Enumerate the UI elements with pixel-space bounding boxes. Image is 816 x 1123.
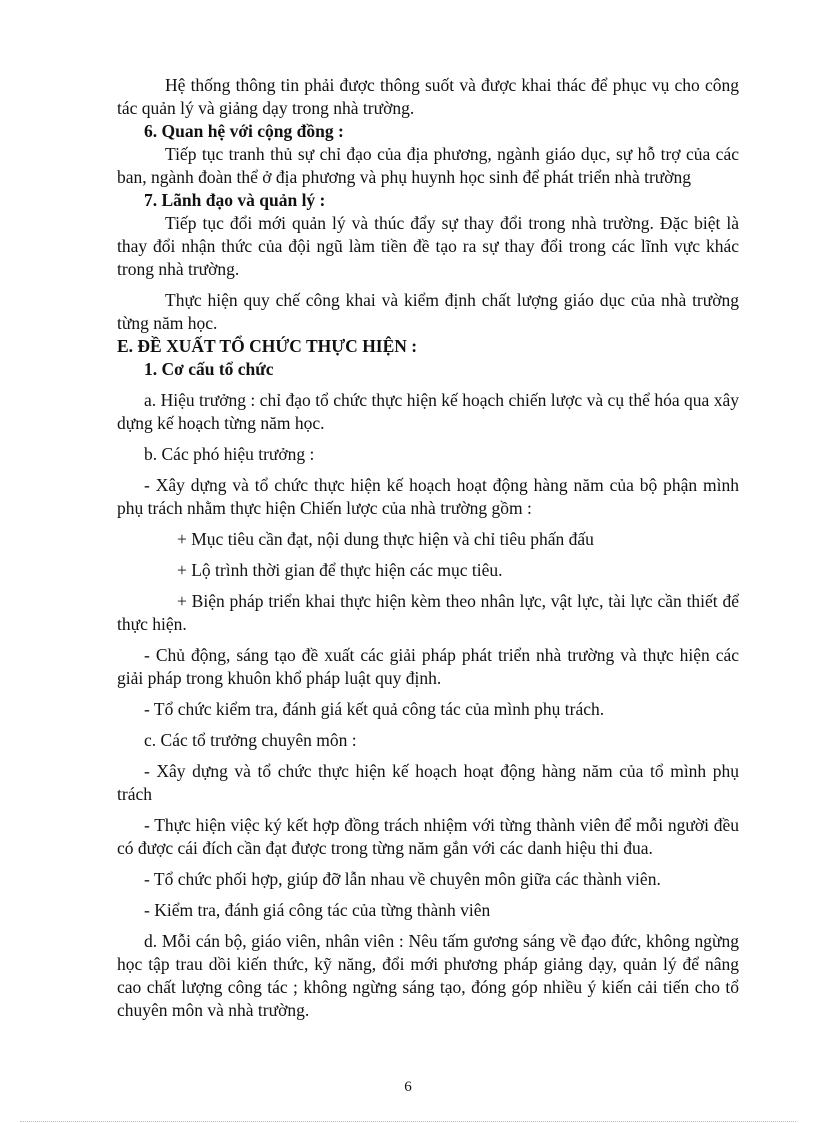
item-vice-plan-measures: + Biện pháp triển khai thực hiện kèm theo nhân lực, vật lực, tài lực cần thiết để thực hiện.: [117, 591, 739, 634]
paragraph-info-system: Hệ thống thông tin phải được thông suốt và được khai thác để phục vụ cho công tác quản lý và giảng dạy trong nhà trường.: [117, 75, 739, 118]
paragraph-leadership-1: Tiếp tục đổi mới quản lý và thúc đẩy sự thay đổi trong nhà trường. Đặc biệt là thay đổi nhận thức của đội ngũ làm tiền đề tạo ra sự thay đổi trong các lĩnh vực khác trong nhà trường.: [117, 213, 739, 279]
page-number: 6: [404, 1079, 412, 1095]
item-vice-plan-timeline: + Lộ trình thời gian để thực hiện các mục tiêu.: [177, 560, 503, 580]
item-vice-plan-goals: + Mục tiêu cần đạt, nội dung thực hiện và chỉ tiêu phấn đấu: [177, 529, 594, 549]
footer-divider: [20, 1121, 796, 1122]
item-vice-initiative: - Chủ động, sáng tạo đề xuất các giải pháp phát triển nhà trường và thực hiện các giải pháp trong khuôn khổ pháp luật quy định.: [117, 645, 739, 688]
item-principal: a. Hiệu trưởng : chỉ đạo tổ chức thực hiện kế hoạch chiến lược và cụ thể hóa qua xây dựng kế hoạch từng năm học.: [117, 390, 739, 433]
heading-organization: 1. Cơ cấu tổ chức: [144, 359, 274, 379]
item-vice-plan: - Xây dựng và tổ chức thực hiện kế hoạch hoạt động hàng năm của bộ phận mình phụ trách nhằm thực hiện Chiến lược của nhà trường gồm :: [117, 475, 739, 518]
heading-leadership: 7. Lãnh đạo và quản lý :: [144, 190, 326, 210]
heading-community-relations: 6. Quan hệ với cộng đồng :: [144, 121, 344, 141]
item-team-plan: - Xây dựng và tổ chức thực hiện kế hoạch hoạt động hàng năm của tổ mình phụ trách: [117, 761, 739, 804]
paragraph-leadership-2: Thực hiện quy chế công khai và kiểm định chất lượng giáo dục của nhà trường từng năm học.: [117, 290, 739, 333]
item-team-inspection: - Kiểm tra, đánh giá công tác của từng thành viên: [144, 900, 491, 920]
item-team-contract: - Thực hiện việc ký kết hợp đồng trách nhiệm với từng thành viên để mỗi người đều có được cái đích cần đạt được trong từng năm gắn với các danh hiệu thi đua.: [117, 815, 739, 858]
item-vice-principals: b. Các phó hiệu trưởng :: [144, 444, 315, 464]
item-staff: d. Mỗi cán bộ, giáo viên, nhân viên : Nêu tấm gương sáng về đạo đức, không ngừng học tập trau dồi kiến thức, kỹ năng, đổi mới phương pháp giảng dạy, quản lý để nâng cao chất lượng công tác ; không ngừng sáng tạo, đóng góp nhiều ý kiến cải tiến cho tổ chuyên môn và nhà trường.: [117, 931, 739, 1020]
heading-section-e: E. ĐỀ XUẤT TỔ CHỨC THỰC HIỆN :: [117, 336, 418, 356]
item-vice-inspection: - Tổ chức kiểm tra, đánh giá kết quả công tác của mình phụ trách.: [144, 699, 605, 719]
item-team-leaders: c. Các tổ trưởng chuyên môn :: [144, 730, 357, 750]
item-team-cooperation: - Tổ chức phối hợp, giúp đỡ lẫn nhau về chuyên môn giữa các thành viên.: [144, 869, 661, 889]
page-body: [117, 74, 739, 1022]
paragraph-community: Tiếp tục tranh thủ sự chỉ đạo của địa phương, ngành giáo dục, sự hỗ trợ của các ban, ngành đoàn thể ở địa phương và phụ huynh học sinh để phát triển nhà trường: [117, 144, 739, 187]
